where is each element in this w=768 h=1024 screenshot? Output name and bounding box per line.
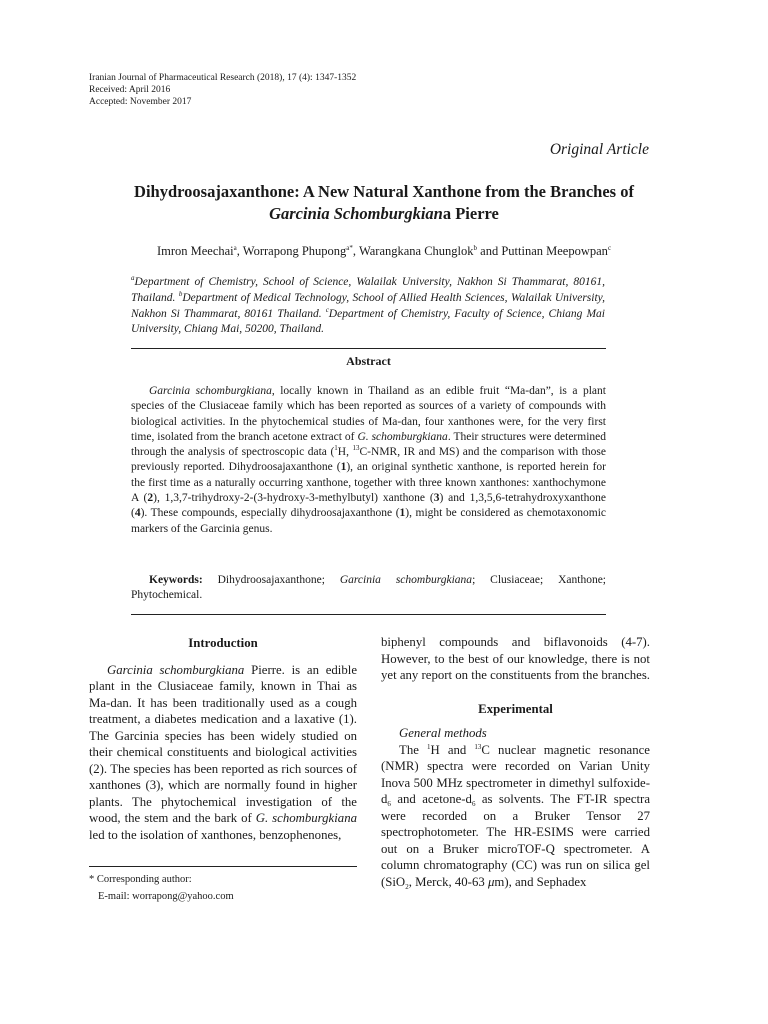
- species-name: Garcinia schomburgkiana: [107, 662, 245, 677]
- compound-number: 1: [399, 507, 406, 520]
- affil-mark: c: [325, 305, 329, 314]
- abstract-fragment: ) and 1,3,5,6-tetrahydroxyxanthone (: [131, 492, 606, 520]
- journal-info: [89, 72, 356, 108]
- title-line-2: [60, 203, 708, 225]
- introduction-heading: Introduction: [188, 636, 258, 650]
- paper-title: [60, 181, 708, 225]
- affiliations: [131, 275, 605, 338]
- journal-citation: Iranian Journal of Pharmaceutical Research (2018), 17 (4): 1347-1352: [89, 73, 357, 83]
- experimental-heading: Experimental: [478, 701, 553, 716]
- abstract-fragment: ), might be considered as chemotaxonomic markers of the Garcinia genus.: [131, 507, 606, 535]
- isotope-mark: 13: [474, 742, 482, 751]
- isotope-mark: 13: [352, 444, 360, 453]
- exp-fragment: H and: [430, 742, 475, 757]
- author-affil-mark: b: [473, 244, 478, 252]
- abstract-fragment: H,: [337, 446, 353, 459]
- abstract-fragment: C-NMR, IR and MS) and the comparison with those previously reported. Dihydroosajaxanthone (: [131, 446, 606, 474]
- abstract-text: [131, 384, 606, 537]
- general-methods-heading: General methods: [399, 726, 487, 740]
- experimental-paragraph: [381, 742, 650, 891]
- right-column: [381, 634, 650, 890]
- intro-fragment: Pierre. is an edible plant in the Clusiaceae family, known in Thai as Ma-dan. It has been traditionally used as a cough treatment, a diabetes medication and a laxative (1). The Garcinia species has been widely studied on their chemical constituents and biological activities (2). The species has been reported as rich sources of xanthones (3), which are normally found in higher plants. The phytochemical investigation of the wood, the stem and the bark of: [89, 662, 357, 825]
- abstract-heading: Abstract: [346, 354, 391, 368]
- exp-fragment: m), and Sephadex: [494, 874, 587, 889]
- title-line-1: Dihydroosajaxanthone: A New Natural Xanthone from the Branches of: [134, 182, 634, 201]
- species-name: Garcinia schomburgkiana: [149, 385, 272, 397]
- author-affil-mark: a: [233, 244, 237, 252]
- exp-fragment: C nuclear magnetic resonance (NMR) spectra were recorded on Varian Unity Inova 500 MHz spectrometer in dimethyl sulfoxide-d: [381, 742, 650, 806]
- compound-number: 3: [433, 492, 440, 505]
- exp-fragment: and acetone-d: [390, 792, 472, 806]
- author-name: Puttinan Meepowpan: [501, 244, 608, 258]
- title-tail: a Pierre: [442, 204, 499, 223]
- affil-mark: b: [178, 289, 183, 298]
- introduction-paragraph: [89, 662, 357, 844]
- footnote: [89, 871, 234, 905]
- corresponding-email: E-mail: worrapong@yahoo.com: [98, 891, 234, 902]
- keywords-label: Keywords:: [149, 574, 203, 586]
- compound-number: 2: [147, 492, 154, 505]
- subscript: 6: [471, 800, 476, 808]
- accepted-date: Accepted: November 2017: [89, 97, 192, 107]
- corresponding-author-label: * Corresponding author:: [89, 874, 192, 885]
- isotope-mark: 1: [334, 444, 338, 453]
- exp-fragment: The: [399, 742, 427, 757]
- affil-mark: a: [131, 274, 135, 282]
- abstract-top-rule: [131, 348, 606, 349]
- introduction-continued: biphenyl compounds and biflavonoids (4-7). However, to the best of our knowledge, there is not yet any report on the constituents from the branches.: [381, 635, 651, 682]
- affiliation-b: Department of Medical Technology, School of Allied Health Sciences, Walailak University, Nakhon Si Thammarat, 80161 Thailand.: [131, 291, 605, 320]
- keyword-text: Dihydroosajaxanthone;: [202, 574, 340, 586]
- subscript: 2: [405, 882, 409, 891]
- abstract-fragment: , locally known in Thailand as an edible fruit “Ma-dan”, is a plant species of the Clusiaceae family which has been reported as sources of a variety of compounds with biological activities. In the phytochemical studies of Ma-dan, four xanthones were, for the very first time, isolated from the branch acetone extract of: [131, 385, 606, 443]
- author-affil-mark: c: [607, 244, 612, 252]
- abstract-fragment: . Their structures were determined through the analysis of spectroscopic data (: [131, 430, 606, 459]
- species-name: G. schomburgkiana: [255, 811, 357, 825]
- author-name: Warangkana Chunglok: [358, 244, 474, 258]
- affiliation-c: Department of Chemistry, Faculty of Science, Chiang Mai University, Chiang Mai, 50200, Thailand.: [131, 307, 605, 336]
- abstract-fragment: ). These compounds, especially dihydroosajaxanthone (: [140, 507, 400, 520]
- author-list: [60, 244, 708, 259]
- intro-fragment: led to the isolation of xanthones, benzophenones,: [89, 827, 342, 842]
- micro-symbol: μ: [487, 874, 495, 889]
- compound-number: 1: [340, 461, 347, 474]
- isotope-mark: 1: [427, 742, 431, 751]
- author-separator: and: [477, 244, 502, 258]
- keyword-species: Garcinia schomburgkiana: [339, 574, 473, 586]
- exp-fragment: as solvents. The FT-IR spectra were recorded on a Bruker Tensor 27 spectrophotometer. The HR-ESIMS were carried out on a Bruker microTOF-Q spectrometer. A column chromatography (CC) was run on silica gel (SiO: [381, 792, 650, 889]
- title-species: Garcinia Schomburgkian: [269, 204, 443, 223]
- author-name: Imron Meechai: [156, 244, 234, 258]
- keyword-text: ; Clusiaceae; Xanthone; Phytochemical.: [131, 574, 606, 602]
- author-separator: ,: [236, 244, 243, 258]
- author-affil-mark: a*: [346, 244, 353, 252]
- species-name: G. schomburgkiana: [357, 430, 448, 443]
- subscript: 6: [387, 800, 391, 808]
- exp-fragment: , Merck, 40-63: [408, 874, 488, 889]
- abstract-fragment: ), 1,3,7-trihydroxy-2-(3-hydroxy-3-methylbutyl) xanthone (: [153, 492, 434, 505]
- footnote-rule: [89, 866, 357, 867]
- keywords: [131, 573, 606, 604]
- abstract-fragment: ), an original synthetic xanthone, is reported herein for the first time as a naturally occurring xanthone, together with three known xanthones: xanthochymone A (: [131, 461, 606, 505]
- article-type: Original Article: [549, 141, 649, 158]
- abstract-bottom-rule: [131, 614, 606, 615]
- author-name: Worrapong Phupong: [242, 244, 347, 258]
- introduction-section: [89, 635, 357, 843]
- compound-number: 4: [134, 507, 141, 520]
- author-separator: ,: [352, 244, 359, 258]
- received-date: Received: April 2016: [89, 85, 171, 95]
- affiliation-a: Department of Chemistry, School of Science, Walailak University, Nakhon Si Thammarat, 80161, Thailand.: [131, 276, 605, 304]
